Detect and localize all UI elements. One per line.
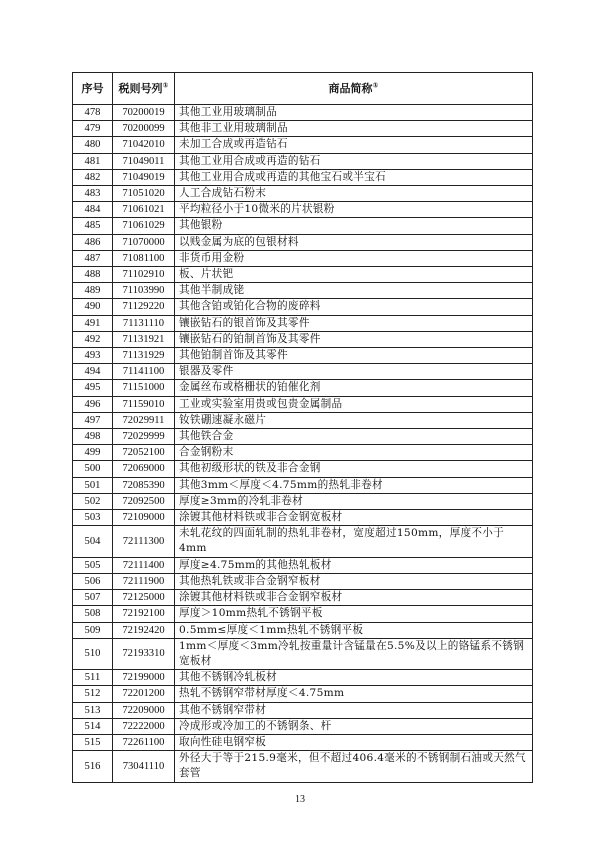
table-row xyxy=(73,202,533,218)
row-seq: 488 xyxy=(73,267,113,283)
row-name: 取向性硅电钢窄板 xyxy=(175,734,533,750)
header-name: 商品简称① xyxy=(175,73,533,105)
row-name: 其他半制成铑 xyxy=(175,283,533,299)
table-row xyxy=(73,137,533,153)
row-seq: 496 xyxy=(73,396,113,412)
row-seq: 479 xyxy=(73,121,113,137)
row-name: 其他铁合金 xyxy=(175,429,533,445)
tariff-table xyxy=(72,72,533,783)
row-name: 冷成形或冷加工的不锈钢条、杆 xyxy=(175,718,533,734)
row-seq: 512 xyxy=(73,686,113,702)
row-seq: 503 xyxy=(73,510,113,526)
table-row xyxy=(73,493,533,509)
row-seq: 499 xyxy=(73,445,113,461)
row-code: 72193310 xyxy=(113,638,175,669)
row-name: 其他工业用玻璃制品 xyxy=(175,105,533,121)
row-code: 71141100 xyxy=(113,364,175,380)
table-row xyxy=(73,364,533,380)
table-row xyxy=(73,315,533,331)
row-code: 72111400 xyxy=(113,557,175,573)
row-seq: 500 xyxy=(73,461,113,477)
table-row xyxy=(73,250,533,266)
row-seq: 487 xyxy=(73,250,113,266)
row-name: 厚度＞10mm热轧不锈钢平板 xyxy=(175,606,533,622)
table-row xyxy=(73,702,533,718)
row-name: 其他非工业用玻璃制品 xyxy=(175,121,533,137)
row-code: 71049019 xyxy=(113,169,175,185)
row-code: 71129220 xyxy=(113,299,175,315)
row-name: 1mm＜厚度＜3mm冷轧按重量计含锰量在5.5%及以上的铬锰系不锈钢宽板材 xyxy=(175,638,533,669)
row-seq: 516 xyxy=(73,751,113,782)
row-code: 70200019 xyxy=(113,105,175,121)
table-row xyxy=(73,606,533,622)
footnote-mark: ① xyxy=(372,81,379,90)
row-seq: 506 xyxy=(73,573,113,589)
header-code: 税则号列① xyxy=(113,73,175,105)
row-name: 其他初级形状的铁及非合金钢 xyxy=(175,461,533,477)
row-code: 72085390 xyxy=(113,477,175,493)
table-row xyxy=(73,751,533,782)
table-row xyxy=(73,380,533,396)
table-row xyxy=(73,734,533,750)
row-name: 厚度≥4.75mm的其他热轧板材 xyxy=(175,557,533,573)
row-seq: 493 xyxy=(73,348,113,364)
row-code: 72109000 xyxy=(113,510,175,526)
row-name: 外径大于等于215.9毫米，但不超过406.4毫米的不锈钢制石油或天然气套管 xyxy=(175,751,533,782)
table-row xyxy=(73,267,533,283)
table-row xyxy=(73,105,533,121)
row-seq: 511 xyxy=(73,670,113,686)
row-seq: 502 xyxy=(73,493,113,509)
table-row xyxy=(73,218,533,234)
row-code: 71049011 xyxy=(113,153,175,169)
row-name: 平均粒径小于10微米的片状银粉 xyxy=(175,202,533,218)
row-name: 涂镀其他材料铁或非合金钢宽板材 xyxy=(175,510,533,526)
row-code: 71131929 xyxy=(113,348,175,364)
table-row xyxy=(73,283,533,299)
table-row xyxy=(73,153,533,169)
row-name: 以贱金属为底的包银材料 xyxy=(175,234,533,250)
row-name: 钕铁硼速凝永磁片 xyxy=(175,412,533,428)
row-seq: 507 xyxy=(73,590,113,606)
row-name: 其他工业用合成或再造的其他宝石或半宝石 xyxy=(175,169,533,185)
row-seq: 494 xyxy=(73,364,113,380)
row-seq: 490 xyxy=(73,299,113,315)
table-row xyxy=(73,429,533,445)
row-code: 72029911 xyxy=(113,412,175,428)
row-name: 非货币用金粉 xyxy=(175,250,533,266)
row-seq: 513 xyxy=(73,702,113,718)
table-row xyxy=(73,445,533,461)
row-seq: 508 xyxy=(73,606,113,622)
table-header-row xyxy=(73,73,533,105)
row-code: 72192100 xyxy=(113,606,175,622)
row-seq: 478 xyxy=(73,105,113,121)
row-name: 其他热轧铁或非合金钢窄板材 xyxy=(175,573,533,589)
row-name: 0.5mm≤厚度＜1mm热轧不锈钢平板 xyxy=(175,622,533,638)
row-code: 72199000 xyxy=(113,670,175,686)
table-row xyxy=(73,590,533,606)
table-row xyxy=(73,526,533,557)
row-code: 72201200 xyxy=(113,686,175,702)
row-name: 其他含铂或铂化合物的废碎料 xyxy=(175,299,533,315)
row-name: 未轧花纹的四面轧制的热轧非卷材，宽度超过150mm，厚度不小于4mm xyxy=(175,526,533,557)
row-code: 72125000 xyxy=(113,590,175,606)
row-name: 热轧不锈钢窄带材厚度＜4.75mm xyxy=(175,686,533,702)
row-seq: 504 xyxy=(73,526,113,557)
row-code: 71081100 xyxy=(113,250,175,266)
table-row xyxy=(73,461,533,477)
row-seq: 498 xyxy=(73,429,113,445)
table-row xyxy=(73,331,533,347)
footnote-mark: ① xyxy=(162,81,169,90)
row-seq: 509 xyxy=(73,622,113,638)
row-code: 71042010 xyxy=(113,137,175,153)
page-number: 13 xyxy=(295,794,305,805)
row-name: 金属丝布或格栅状的铂催化剂 xyxy=(175,380,533,396)
row-code: 71131110 xyxy=(113,315,175,331)
row-seq: 482 xyxy=(73,169,113,185)
row-code: 72192420 xyxy=(113,622,175,638)
row-seq: 492 xyxy=(73,331,113,347)
table-row xyxy=(73,299,533,315)
row-code: 71070000 xyxy=(113,234,175,250)
table-row xyxy=(73,718,533,734)
row-name: 其他铂制首饰及其零件 xyxy=(175,348,533,364)
row-code: 72111300 xyxy=(113,526,175,557)
row-code: 72029999 xyxy=(113,429,175,445)
table-row xyxy=(73,396,533,412)
row-code: 72092500 xyxy=(113,493,175,509)
row-seq: 483 xyxy=(73,186,113,202)
row-name: 镶嵌钻石的铂制首饰及其零件 xyxy=(175,331,533,347)
row-code: 71159010 xyxy=(113,396,175,412)
row-name: 工业或实验室用贵或包贵金属制品 xyxy=(175,396,533,412)
row-name: 其他银粉 xyxy=(175,218,533,234)
table-row xyxy=(73,121,533,137)
table-row xyxy=(73,686,533,702)
row-seq: 486 xyxy=(73,234,113,250)
row-seq: 491 xyxy=(73,315,113,331)
table-row xyxy=(73,638,533,669)
row-code: 71103990 xyxy=(113,283,175,299)
row-seq: 495 xyxy=(73,380,113,396)
row-code: 71061029 xyxy=(113,218,175,234)
row-name: 人工合成钻石粉末 xyxy=(175,186,533,202)
row-code: 72261100 xyxy=(113,734,175,750)
row-code: 73041110 xyxy=(113,751,175,782)
row-name: 厚度≥3mm的冷轧非卷材 xyxy=(175,493,533,509)
row-name: 涂镀其他材料铁或非合金钢窄板材 xyxy=(175,590,533,606)
row-code: 72222000 xyxy=(113,718,175,734)
row-seq: 510 xyxy=(73,638,113,669)
row-name: 其他不锈钢冷轧板材 xyxy=(175,670,533,686)
row-code: 71151000 xyxy=(113,380,175,396)
row-code: 72209000 xyxy=(113,702,175,718)
header-seq: 序号 xyxy=(73,73,113,105)
row-name: 银器及零件 xyxy=(175,364,533,380)
row-name: 合金钢粉末 xyxy=(175,445,533,461)
row-seq: 485 xyxy=(73,218,113,234)
row-seq: 480 xyxy=(73,137,113,153)
table-row xyxy=(73,573,533,589)
row-code: 71131921 xyxy=(113,331,175,347)
row-name: 其他不锈钢窄带材 xyxy=(175,702,533,718)
row-seq: 514 xyxy=(73,718,113,734)
table-row xyxy=(73,510,533,526)
row-code: 71051020 xyxy=(113,186,175,202)
row-name: 未加工合成或再造钻石 xyxy=(175,137,533,153)
row-seq: 505 xyxy=(73,557,113,573)
row-seq: 481 xyxy=(73,153,113,169)
row-name: 板、片状钯 xyxy=(175,267,533,283)
table-row xyxy=(73,670,533,686)
row-code: 70200099 xyxy=(113,121,175,137)
table-row xyxy=(73,412,533,428)
row-code: 71061021 xyxy=(113,202,175,218)
row-name: 其他工业用合成或再造的钻石 xyxy=(175,153,533,169)
row-seq: 489 xyxy=(73,283,113,299)
row-code: 71102910 xyxy=(113,267,175,283)
row-seq: 484 xyxy=(73,202,113,218)
row-code: 72069000 xyxy=(113,461,175,477)
row-seq: 501 xyxy=(73,477,113,493)
table-row xyxy=(73,234,533,250)
row-code: 72052100 xyxy=(113,445,175,461)
table-row xyxy=(73,557,533,573)
table-row xyxy=(73,477,533,493)
table-row xyxy=(73,622,533,638)
table-row xyxy=(73,348,533,364)
table-row xyxy=(73,186,533,202)
row-seq: 497 xyxy=(73,412,113,428)
row-name: 其他3mm＜厚度＜4.75mm的热轧非卷材 xyxy=(175,477,533,493)
row-seq: 515 xyxy=(73,734,113,750)
row-code: 72111900 xyxy=(113,573,175,589)
table-row xyxy=(73,169,533,185)
row-name: 镶嵌钻石的银首饰及其零件 xyxy=(175,315,533,331)
